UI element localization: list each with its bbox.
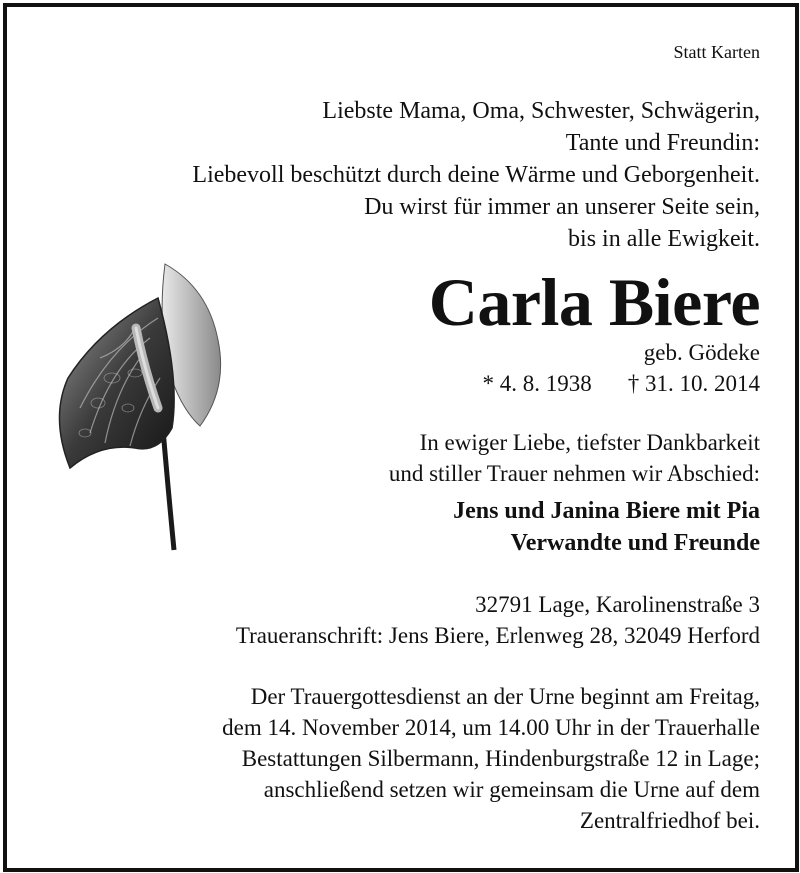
service-line: Zentralfriedhof bei. xyxy=(579,808,760,833)
address-line: Traueranschrift: Jens Biere, Erlenweg 28, 32049 Herford xyxy=(235,623,760,648)
poem-line: Tante und Freundin: xyxy=(565,130,760,156)
birth-date: * 4. 8. 1938 xyxy=(482,371,592,396)
service-line: Bestattungen Silbermann, Hindenburgstraße 12 in Lage; xyxy=(241,746,760,771)
farewell-line: In ewiger Liebe, tiefster Dankbarkeit xyxy=(419,430,760,455)
poem xyxy=(192,95,760,255)
anthurium-flower-icon xyxy=(40,258,240,558)
farewell-line: und stiller Trauer nehmen wir Abschied: xyxy=(388,461,760,486)
poem-line: Du wirst für immer an unserer Seite sein, xyxy=(364,194,760,220)
statt-karten-label: Statt Karten xyxy=(673,42,760,62)
address-line: 32791 Lage, Karolinenstraße 3 xyxy=(475,592,760,617)
mourners-list xyxy=(453,495,760,559)
death-date: † 31. 10. 2014 xyxy=(627,371,760,396)
farewell-text xyxy=(389,427,760,489)
service-block xyxy=(222,681,760,836)
service-line: anschließend setzen wir gemeinsam die Urne auf dem xyxy=(263,777,760,802)
poem-line: Liebevoll beschützt durch deine Wärme und Geborgenheit. xyxy=(192,162,760,188)
life-dates xyxy=(483,369,761,399)
mourners-line: Verwandte und Freunde xyxy=(510,530,760,556)
service-line: dem 14. November 2014, um 14.00 Uhr in der Trauerhalle xyxy=(222,715,760,740)
deceased-name: Carla Biere xyxy=(428,264,760,340)
mourners-line: Jens und Janina Biere mit Pia xyxy=(453,498,760,524)
poem-line: Liebste Mama, Oma, Schwester, Schwägerin, xyxy=(322,98,760,124)
maiden-name: geb. Gödeke xyxy=(643,340,760,365)
poem-line: bis in alle Ewigkeit. xyxy=(568,226,760,252)
address-block xyxy=(236,589,760,651)
service-line: Der Trauergottesdienst an der Urne beginnt am Freitag, xyxy=(250,684,760,709)
